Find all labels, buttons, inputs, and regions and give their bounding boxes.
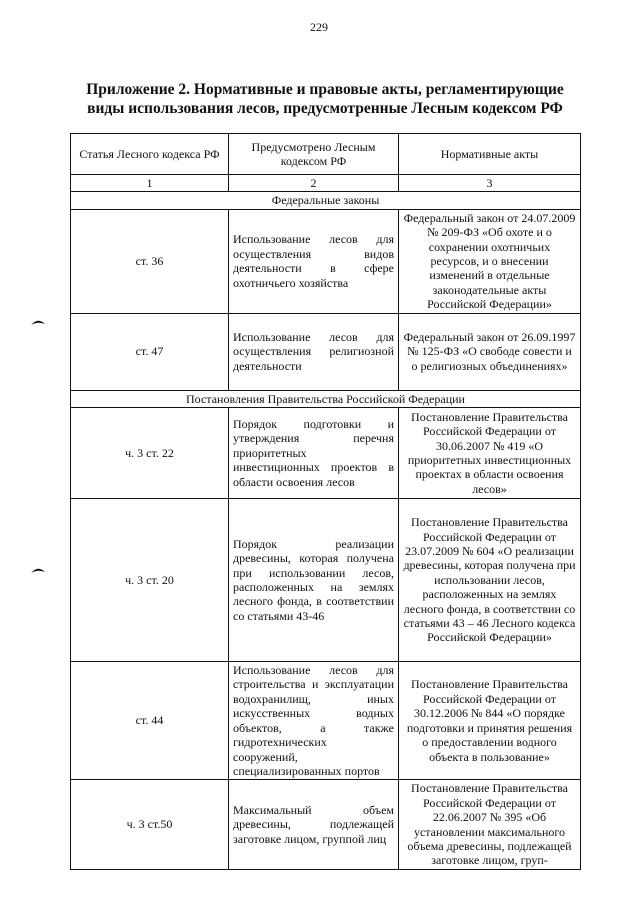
acts-cell: Постановление Правительства Российской Федерации от 30.06.2007 № 419 «О приоритетных инвестиционных проектах в области освоения лесов»: [399, 408, 581, 499]
section-title-government-resolutions: Постановления Правительства Российской Федерации: [71, 390, 581, 407]
section-title-federal-laws: Федеральные законы: [71, 192, 581, 209]
article-cell: ст. 47: [71, 313, 229, 390]
table-row: [71, 499, 581, 662]
header-article: Статья Лесного кодекса РФ: [71, 134, 229, 175]
section-row: [71, 390, 581, 407]
header-provided: Предусмотрено Лесным кодексом РФ: [229, 134, 399, 175]
provided-cell: Использование лесов для строительства и эксплуатации водохранилищ, иных искусственных водных объектов, а также гидротехнических сооружений, специализированных портов: [229, 662, 399, 780]
scan-mark-icon: [30, 318, 46, 326]
provided-cell: Использование лесов для осуществления видов деятельности в сфере охотничьего хозяйства: [229, 209, 399, 313]
column-number: 3: [399, 175, 581, 192]
article-cell: ч. 3 ст.50: [71, 780, 229, 869]
article-cell: ч. 3 ст. 20: [71, 499, 229, 662]
article-cell: ч. 3 ст. 22: [71, 408, 229, 499]
provided-cell: Максимальный объем древесины, подлежащей заготовке лицом, группой лиц: [229, 780, 399, 869]
table-header-row: [71, 134, 581, 175]
provided-cell: Использование лесов для осуществления религиозной деятельности: [229, 313, 399, 390]
table-row: [71, 780, 581, 869]
title-line-1: Приложение 2. Нормативные и правовые акты, регламентирующие: [86, 81, 564, 98]
article-cell: ст. 44: [71, 662, 229, 780]
page-number: 229: [310, 20, 328, 34]
acts-cell: Постановление Правительства Российской Федерации от 23.07.2009 № 604 «О реализации древесины, которая получена при использовании лесов, расположенных на землях лесного фонда, в соответствии со статьями 43 – 46 Лесного кодекса Российской Федерации»: [399, 499, 581, 662]
column-number: 1: [71, 175, 229, 192]
section-row: [71, 192, 581, 209]
acts-cell: Постановление Правительства Российской Федерации от 22.06.2007 № 395 «Об установлении максимального объема древесины, подлежащей заготовке лицом, груп-: [399, 780, 581, 869]
header-acts: Нормативные акты: [399, 134, 581, 175]
title-line-2: виды использования лесов, предусмотренные Лесным кодексом РФ: [87, 100, 563, 117]
scan-mark-icon: [30, 566, 46, 574]
table-row: [71, 408, 581, 499]
acts-cell: Федеральный закон от 26.09.1997 № 125-ФЗ «О свободе совести и о религиозных объединениях»: [399, 313, 581, 390]
column-number-row: [71, 175, 581, 192]
column-number: 2: [229, 175, 399, 192]
page-title: [60, 80, 590, 118]
provided-cell: Порядок реализации древесины, которая получена при использовании лесов, расположенных на землях лесного фонда, в соответствии со статьями 43-46: [229, 499, 399, 662]
table-row: [71, 209, 581, 313]
table-row: [71, 662, 581, 780]
acts-cell: Федеральный закон от 24.07.2009 № 209-ФЗ «Об охоте и о сохранении охотничьих ресурсов, и о внесении изменений в отдельные законодательные акты Российской Федерации»: [399, 209, 581, 313]
table-row: [71, 313, 581, 390]
article-cell: ст. 36: [71, 209, 229, 313]
acts-table: [70, 133, 581, 870]
acts-cell: Постановление Правительства Российской Федерации от 30.12.2006 № 844 «О порядке подготовки и принятия решения о предоставлении водного объекта в пользование»: [399, 662, 581, 780]
provided-cell: Порядок подготовки и утверждения перечня приоритетных инвестиционных проектов в области освоения лесов: [229, 408, 399, 499]
